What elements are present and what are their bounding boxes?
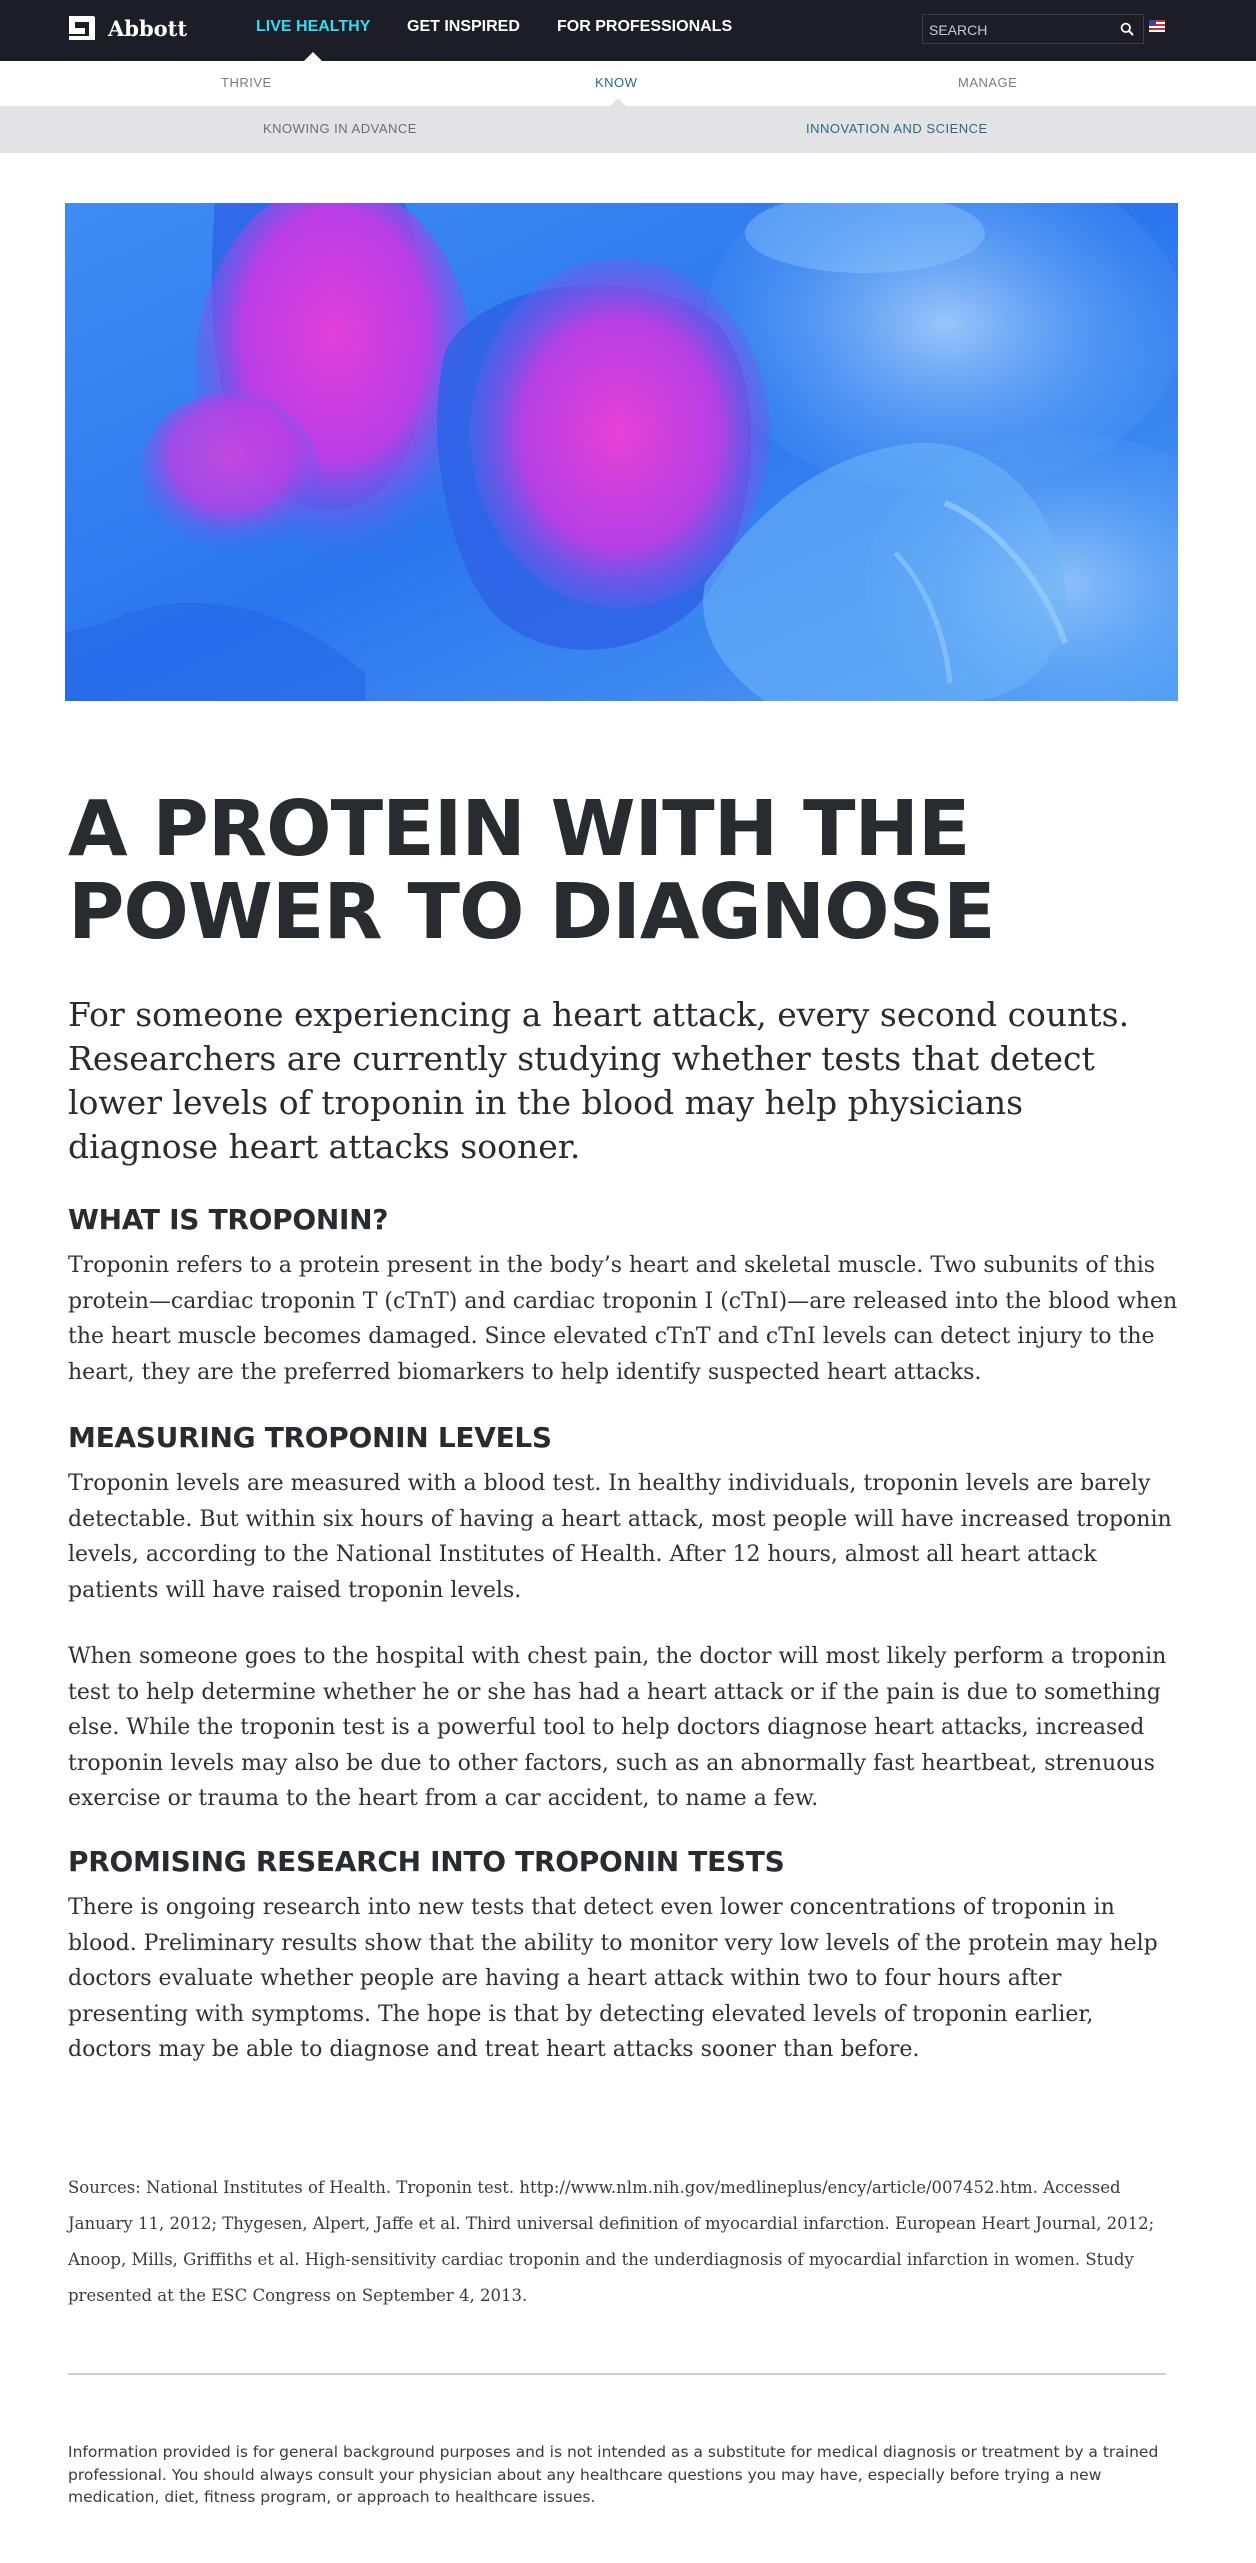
section-paragraph: Troponin refers to a protein present in the body’s heart and skeletal muscle. Two subunits of this protein—cardiac troponin T (cTnT) and cardiac troponin I (cTnI)—are released into the blood when the heart muscle becomes damaged. Since elevated cTnT and cTnI levels can detect injury to the heart, they are the preferred biomarkers to help identify suspected heart attacks. — [68, 1253, 1178, 1385]
section-paragraph: There is ongoing research into new tests that detect even lower concentrations of troponin in blood. Preliminary results show that the ability to monitor very low levels of the protein may help doctors evaluate whether people are having a heart attack within two to four hours after presenting with symptoms. The hope is that by detecting elevated levels of troponin earlier, doctors may be able to diagnose and treat heart attacks sooner than before. — [68, 1895, 1158, 2062]
disclaimer-text: Information provided is for general background purposes and is not intended as a substitute for medical diagnosis or treatment by a trained professional. You should always consult your physician about any healthcare questions you may have, especially before trying a new medication, diet, fitness program, or approach to healthcare issues. — [68, 2443, 1159, 2506]
active-nav-indicator — [304, 52, 322, 61]
nav-live-healthy[interactable]: LIVE HEALTHY — [256, 18, 371, 35]
logo-text: Abbott — [108, 15, 188, 41]
top-navigation-bar — [0, 0, 1256, 61]
section-paragraph: Troponin levels are measured with a blood test. In healthy individuals, troponin levels are barely detectable. But within six hours of having a heart attack, most people will have increased troponin levels, according to the National Institutes of Health. After 12 hours, almost all heart attack patients will have raised troponin levels. — [68, 1471, 1172, 1603]
tertiary-navigation — [0, 106, 1256, 153]
abbott-logo-icon — [66, 12, 98, 44]
nav-for-professionals[interactable]: FOR PROFESSIONALS — [557, 18, 733, 35]
search-input[interactable] — [923, 15, 1121, 45]
section-paragraph: When someone goes to the hospital with chest pain, the doctor will most likely perform a troponin test to help determine whether he or she has had a heart attack or if the pain is due to something else. While the troponin test is a powerful tool to help doctors diagnose heart attacks, increased troponin levels may also be due to other factors, such as an abnormally fast heartbeat, strenuous exercise or trauma to the heart from a car accident, to name a few. — [68, 1644, 1167, 1811]
subnav-manage[interactable]: MANAGE — [958, 75, 1018, 90]
active-subnav-indicator — [609, 98, 627, 107]
footer-divider — [68, 2373, 1166, 2375]
tertnav-innovation-and-science[interactable]: INNOVATION AND SCIENCE — [806, 121, 988, 136]
flag-divider — [1143, 14, 1144, 44]
tertnav-knowing-in-advance[interactable]: KNOWING IN ADVANCE — [263, 121, 417, 136]
abbott-logo-link[interactable] — [66, 12, 187, 44]
subnav-thrive[interactable]: THRIVE — [221, 75, 272, 90]
heart-illustration — [65, 203, 1178, 701]
search-box — [922, 14, 1144, 44]
hero-heart-image — [65, 203, 1178, 701]
section-heading-what-is-troponin: WHAT IS TROPONIN? — [68, 1203, 389, 1236]
section-heading-measuring-troponin: MEASURING TROPONIN LEVELS — [68, 1421, 552, 1454]
us-flag-icon[interactable] — [1149, 20, 1165, 32]
subnav-know[interactable]: KNOW — [595, 75, 638, 90]
sub-navigation — [0, 61, 1256, 106]
article-title: A PROTEIN WITH THE POWER TO DIAGNOSE — [68, 785, 995, 957]
sources-text: Sources: National Institutes of Health. Troponin test. http://www.nlm.nih.gov/medlineplus/ency/article/007452.htm. Accessed January 11, 2012; Thygesen, Alpert, Jaffe et al. Third universal definition of myocardial infarction. European Heart Journal, 2012; Anoop, Mills, Griffiths et al. High-sensitivity cardiac troponin and the underdiagnosis of myocardial infarction in women. Study presented at the ESC Congress on September 4, 2013. — [68, 2178, 1155, 2305]
search-icon[interactable] — [1120, 22, 1134, 36]
nav-get-inspired[interactable]: GET INSPIRED — [407, 18, 520, 35]
article-lede: For someone experiencing a heart attack, every second counts. Researchers are currently studying whether tests that detect lower levels of troponin in the blood may help physicians diagnose heart attacks sooner. — [68, 995, 1130, 1166]
section-heading-promising-research: PROMISING RESEARCH INTO TROPONIN TESTS — [68, 1845, 785, 1878]
